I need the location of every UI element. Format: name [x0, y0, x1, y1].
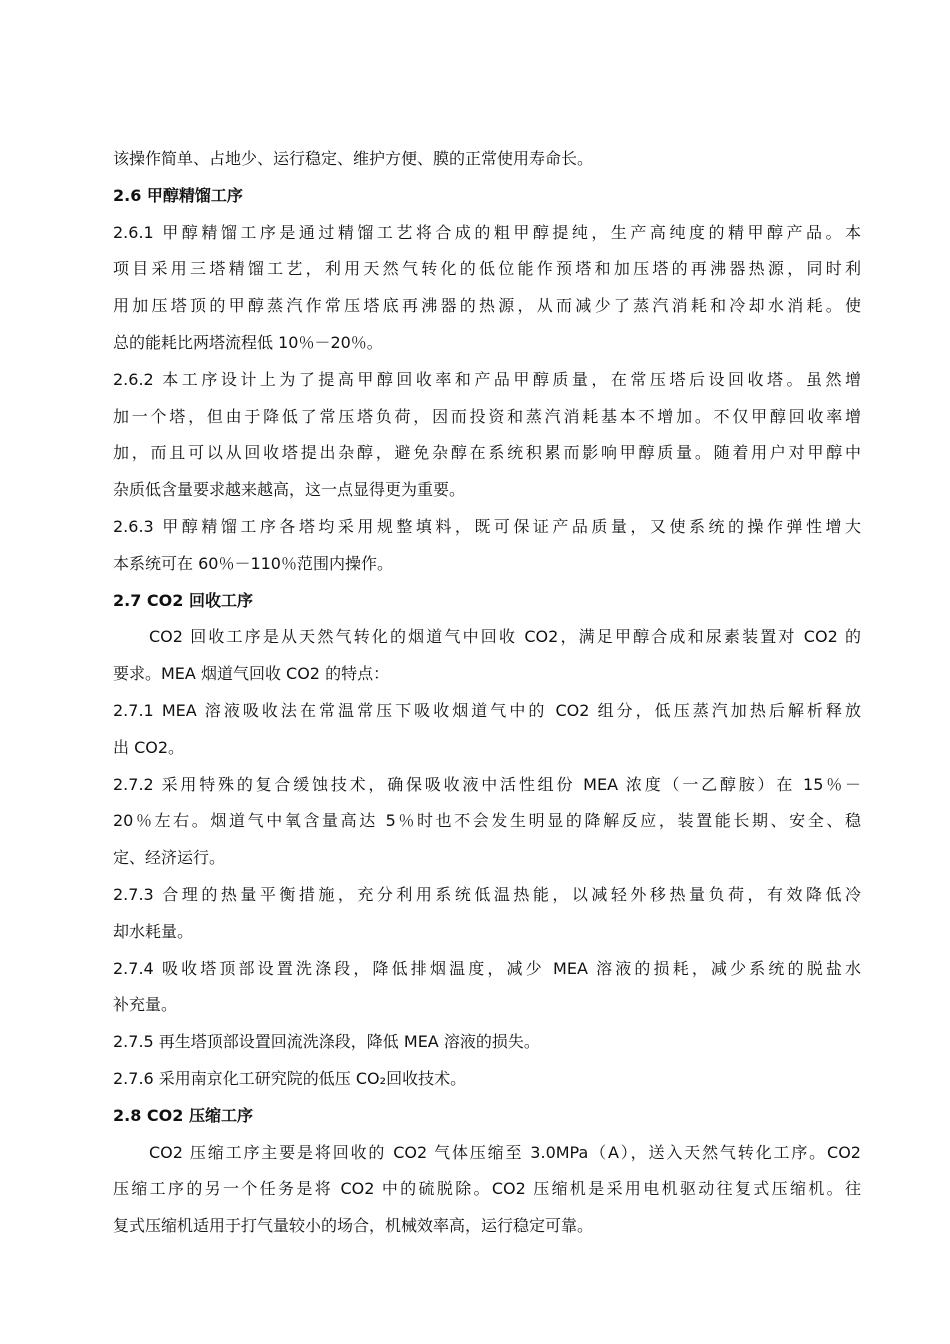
text-line: 复式压缩机适用于打气量较小的场合，机械效率高，运行稳定可靠。 [113, 1216, 594, 1236]
text-line: 出 CO2。 [113, 737, 185, 757]
text-line: CO2 压缩工序主要是将回收的 CO2 气体压缩至 3.0MPa（A），送入天然气转化工序。CO2 [149, 1142, 861, 1162]
text-line: 杂质低含量要求越来越高，这一点显得更为重要。 [113, 480, 466, 500]
section-heading: 2.8 CO2 压缩工序 [113, 1105, 253, 1125]
text-line: 2.6.3 甲醇精馏工序各塔均采用规整填料，既可保证产品质量，又使系统的操作弹性增大 [113, 516, 861, 536]
section-heading: 2.6 甲醇精馏工序 [113, 185, 243, 205]
text-line: 2.7.2 采用特殊的复合缓蚀技术，确保吸收液中活性组份 MEA 浓度（一乙醇胺）在 15％－ [113, 774, 861, 794]
text-line: 2.7.1 MEA 溶液吸收法在常温常压下吸收烟道气中的 CO2 组分，低压蒸汽加热后解析释放 [113, 700, 861, 720]
text-line: 2.7.3 合理的热量平衡措施，充分利用系统低温热能，以减轻外移热量负荷，有效降低冷 [113, 884, 861, 904]
text-line: 2.7.4 吸收塔顶部设置洗涤段，降低排烟温度，减少 MEA 溶液的损耗，减少系统的脱盐水 [113, 958, 861, 978]
text-line: CO2 回收工序是从天然气转化的烟道气中回收 CO2，满足甲醇合成和尿素装置对 CO2 的 [149, 627, 861, 647]
text-line: 2.6.1 甲醇精馏工序是通过精馏工艺将合成的粗甲醇提纯，生产高纯度的精甲醇产品。本 [113, 222, 861, 242]
text-line: 要求。MEA 烟道气回收 CO2 的特点： [113, 664, 390, 684]
text-line: 用加压塔顶的甲醇蒸汽作常压塔底再沸器的热源，从而减少了蒸汽消耗和冷却水消耗。使 [113, 296, 861, 316]
text-line: 加一个塔，但由于降低了常压塔负荷，因而投资和蒸汽消耗基本不增加。不仅甲醇回收率增 [113, 406, 861, 426]
text-line: 2.6.2 本工序设计上为了提高甲醇回收率和产品甲醇质量，在常压塔后设回收塔。虽然增 [113, 369, 861, 389]
text-line: 20％左右。烟道气中氧含量高达 5％时也不会发生明显的降解反应，装置能长期、安全、稳 [113, 811, 861, 831]
section-heading: 2.7 CO2 回收工序 [113, 590, 253, 610]
text-line: 本系统可在 60％－110％范围内操作。 [113, 553, 393, 573]
text-line: 2.7.5 再生塔顶部设置回流洗涤段，降低 MEA 溶液的损失。 [113, 1032, 540, 1052]
text-line: 该操作简单、占地少、运行稳定、维护方便、膜的正常使用寿命长。 [113, 149, 594, 168]
text-line: 总的能耗比两塔流程低 10％－20％。 [113, 332, 383, 352]
text-line: 压缩工序的另一个任务是将 CO2 中的硫脱除。CO2 压缩机是采用电机驱动往复式压缩机。往 [113, 1179, 861, 1199]
text-line: 2.7.6 采用南京化工研究院的低压 CO₂回收技术。 [113, 1068, 467, 1088]
document-page [113, 141, 861, 1245]
text-line: 补充量。 [113, 995, 178, 1015]
text-line: 却水耗量。 [113, 921, 194, 941]
text-line: 项目采用三塔精馏工艺，利用天然气转化的低位能作预塔和加压塔的再沸器热源，同时利 [113, 259, 861, 279]
text-line: 加，而且可以从回收塔提出杂醇，避免杂醇在系统积累而影响甲醇质量。随着用户对甲醇中 [113, 443, 861, 463]
text-line: 定、经济运行。 [113, 848, 226, 868]
